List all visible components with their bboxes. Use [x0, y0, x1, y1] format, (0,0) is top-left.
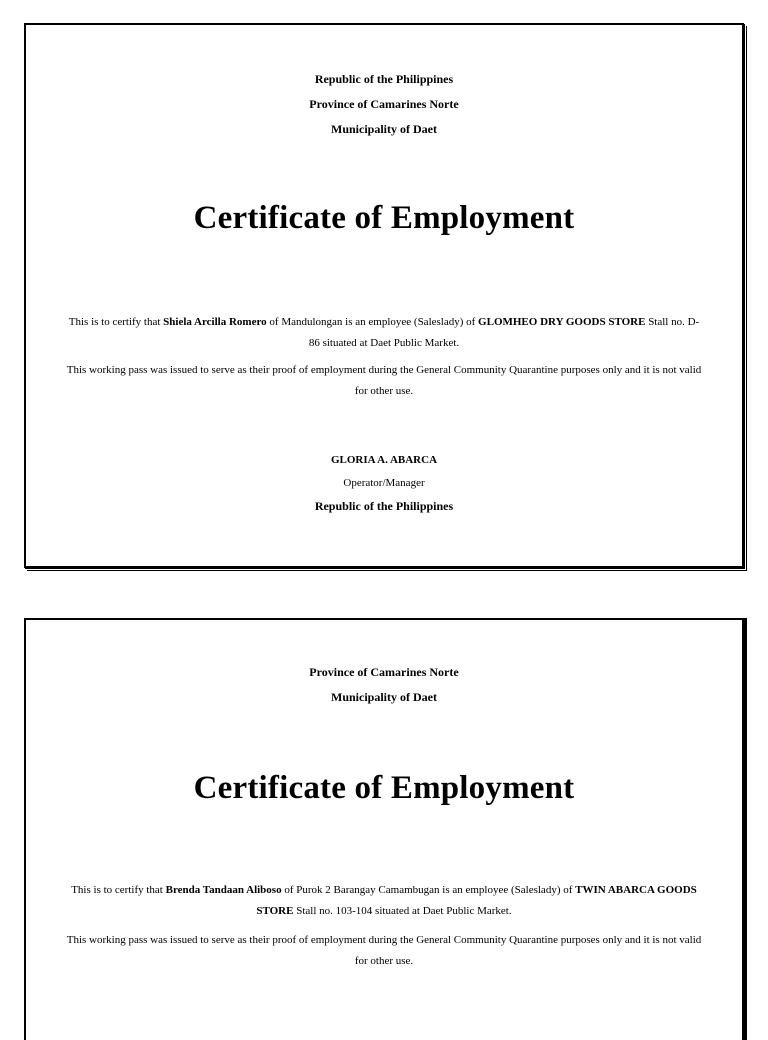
certificate-title: Certificate of Employment: [193, 770, 575, 806]
certify-suffix: Stall no. D-86 situated at Daet Public Market.: [308, 316, 700, 349]
employee-name: Shiela Arcilla Romero: [163, 316, 267, 328]
certificate-header: [26, 660, 742, 710]
certificate-header: [26, 67, 742, 142]
working-pass-paragraph: This working pass was issued to serve as their proof of employment during the General Community Quarantine purposes only and it is not valid for other use.: [66, 934, 702, 967]
certify-prefix: This is to certify that: [68, 316, 164, 328]
certificate-title: Certificate of Employment: [193, 200, 575, 236]
working-pass-paragraph: This working pass was issued to serve as their proof of employment during the General Community Quarantine purposes only and it is not valid for other use.: [66, 364, 702, 397]
header-line: Municipality of Daet: [331, 690, 437, 704]
certify-prefix: This is to certify that: [71, 884, 166, 896]
store-name: GLOMHEO DRY GOODS STORE: [478, 316, 646, 328]
signatory-role: Operator/Manager: [343, 477, 425, 489]
header-line: Province of Camarines Norte: [309, 665, 459, 679]
certificate-card: [24, 618, 744, 1040]
store-name: TWIN ABARCA GOODS STORE: [256, 884, 697, 917]
certify-paragraph: [26, 312, 742, 354]
signatory-name: GLORIA A. ABARCA: [330, 454, 438, 466]
certify-suffix: Stall no. 103-104 situated at Daet Public Market.: [293, 905, 512, 917]
header-line: Republic of the Philippines: [314, 72, 454, 86]
certificate-card: [24, 23, 744, 568]
certify-middle: of Mandulongan is an employee (Saleslady) of: [266, 316, 479, 328]
header-line: Municipality of Daet: [331, 122, 437, 136]
signatory-footer: Republic of the Philippines: [314, 499, 454, 513]
employee-name: Brenda Tandaan Aliboso: [165, 884, 282, 896]
header-line: Province of Camarines Norte: [309, 97, 459, 111]
certify-paragraph: [26, 880, 742, 922]
certify-middle: of Purok 2 Barangay Camambugan is an employee (Saleslady) of: [281, 884, 576, 896]
